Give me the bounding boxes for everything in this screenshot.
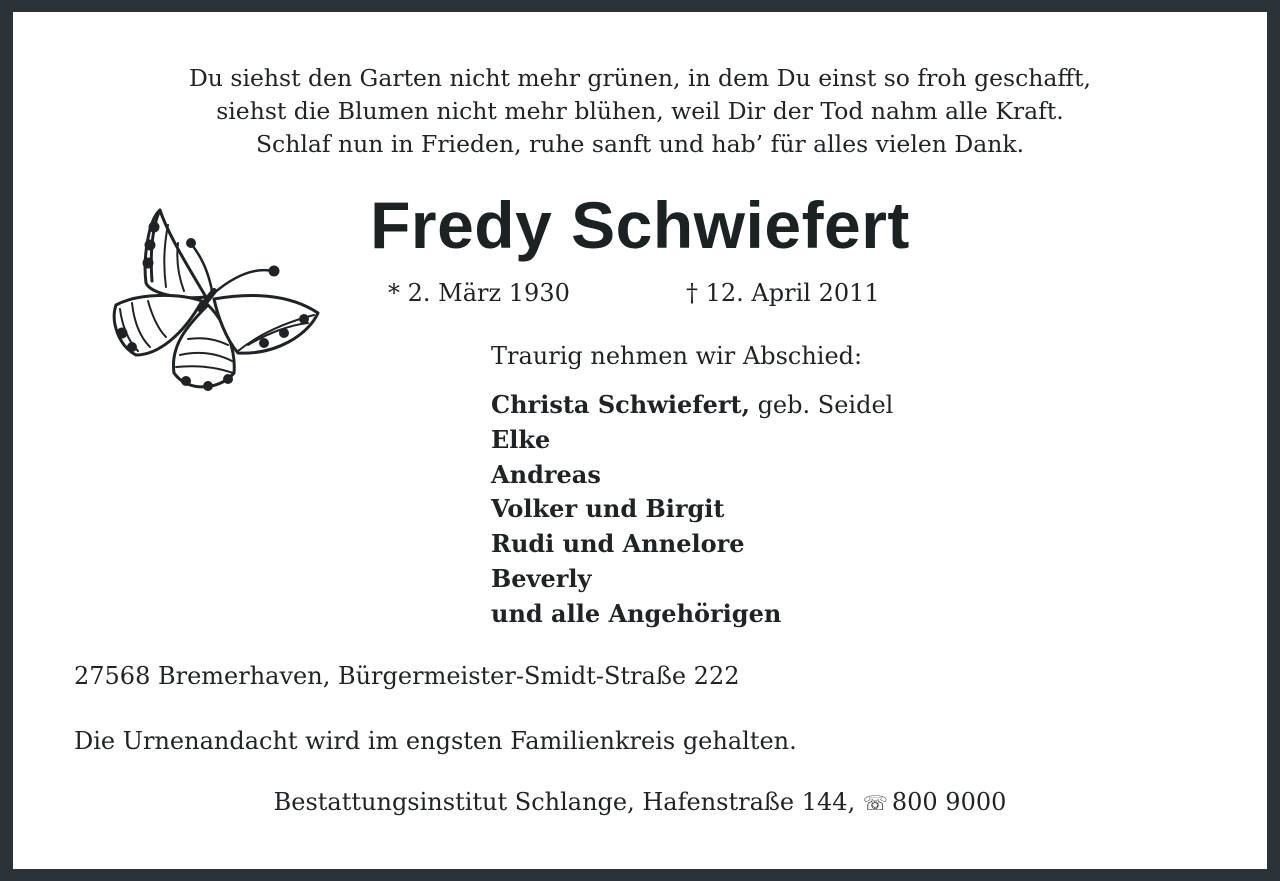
- undertaker-text: Bestattungsinstitut Schlange, Hafenstraße 144,: [273, 788, 856, 816]
- mourner-suffix: geb. Seidel: [749, 391, 894, 419]
- mourner-row: [491, 423, 893, 458]
- mourner-name: und alle Angehörigen: [491, 598, 782, 628]
- family-address: 27568 Bremerhaven, Bürgermeister-Smidt-Straße 222: [74, 662, 740, 690]
- mourner-row: [491, 527, 893, 562]
- mourner-row: [491, 458, 893, 493]
- mourner-row: [491, 492, 893, 527]
- mourner-name: Volker und Birgit: [491, 494, 725, 524]
- verse-line-2: siehst die Blumen nicht mehr blühen, weil Dir der Tod nahm alle Kraft.: [216, 97, 1064, 125]
- deceased-name: Fredy Schwiefert: [370, 188, 910, 262]
- birth-date: * 2. März 1930: [388, 279, 570, 307]
- mourner-name: Elke: [491, 424, 551, 454]
- verse-line-3: Schlaf nun in Frieden, ruhe sanft und hab’ für alles vielen Dank.: [255, 130, 1025, 158]
- death-date: † 12. April 2011: [686, 279, 880, 307]
- mourner-name: Christa Schwiefert,: [491, 390, 750, 419]
- mourning-intro: Traurig nehmen wir Abschied:: [491, 342, 863, 370]
- mourner-row: [491, 562, 893, 597]
- mourner-row: [491, 388, 893, 423]
- mourners-list: [491, 388, 893, 632]
- mourner-name: Andreas: [491, 459, 601, 489]
- telephone-icon: ☏: [862, 791, 888, 815]
- mourner-name: Beverly: [491, 563, 592, 593]
- memorial-verse: [0, 62, 1280, 161]
- undertaker-info: [0, 786, 1280, 819]
- urn-ceremony-notice: Die Urnenandacht wird im engsten Familienkreis gehalten.: [74, 727, 797, 755]
- mourner-name: Rudi und Annelore: [491, 529, 745, 559]
- undertaker-phone: 800 9000: [891, 788, 1007, 816]
- mourner-row: [491, 597, 893, 632]
- verse-line-1: Du siehst den Garten nicht mehr grünen, in dem Du einst so froh geschafft,: [188, 64, 1092, 92]
